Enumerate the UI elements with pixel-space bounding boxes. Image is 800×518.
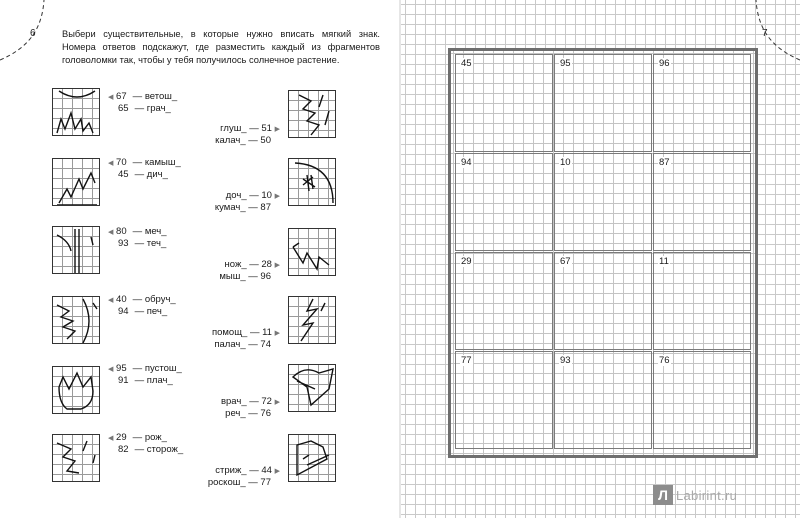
answer-word: кумач_ bbox=[214, 202, 246, 213]
board-cell: 93 bbox=[554, 351, 652, 449]
answer-word: доч_ bbox=[225, 190, 247, 201]
answer-number: 11 bbox=[262, 327, 272, 338]
answer-word: ветош_ bbox=[144, 91, 178, 102]
answer-number: 76 bbox=[260, 408, 271, 419]
board-cell: 76 bbox=[653, 351, 751, 449]
puzzle-fragment bbox=[288, 296, 336, 344]
answer-word: калач_ bbox=[215, 135, 246, 146]
answer-number: 44 bbox=[261, 465, 272, 476]
answer-number: 70 bbox=[116, 157, 127, 168]
answer-word: меч_ bbox=[144, 226, 167, 237]
answer-number: 50 bbox=[260, 135, 271, 146]
answer-word: стриж_ bbox=[215, 465, 247, 476]
answer-word: пустош_ bbox=[144, 363, 182, 374]
answer-number: 65 bbox=[118, 103, 129, 114]
board-cell: 94 bbox=[455, 153, 553, 251]
answer-number: 40 bbox=[116, 294, 127, 305]
answer-number: 67 bbox=[116, 91, 127, 102]
answer-word: обруч_ bbox=[144, 294, 176, 305]
answer-number: 10 bbox=[261, 190, 272, 201]
answer-word: камыш_ bbox=[144, 157, 181, 168]
board-cell: 67 bbox=[554, 252, 652, 350]
answer-number: 45 bbox=[118, 169, 129, 180]
left-page: 6 Выбери существительные, в которые нужно вписать мягкий знак. Номера ответов подскажут, где разместить каждый из фрагментов головоломки так, чтобы у тебя получилось солнечное растение. ◀ 67 — ветош_ 65 — грач_ глуш_ — 51 ▶ калач_ — 50 ◀ 70 — камыш_ 45 — дич_ доч_ — 10 ▶ кумач_ — 87 ◀ 80 — меч_ 93 — теч_ нож_ — 28 ▶ мыш_ — 96 ◀ 40 — обруч_ 94 — печ_ помощ_ — 11 ▶ палач_ — 74 ◀ 95 — пустош_ 91 — плач_ врач_ — 72 ▶ реч_ — 76 ◀ 29 — рож_ 82 — сторож_ стриж_ — 44 ▶ роскош_ — 77 bbox=[0, 0, 400, 518]
board-cell: 29 bbox=[455, 252, 553, 350]
puzzle-fragment bbox=[288, 228, 336, 276]
answer-word: дич_ bbox=[146, 169, 168, 180]
answer-number: 95 bbox=[116, 363, 127, 374]
answer-word: теч_ bbox=[146, 238, 167, 249]
answer-word: рож_ bbox=[144, 432, 167, 443]
answer-number: 91 bbox=[118, 375, 129, 386]
board-cell: 95 bbox=[554, 54, 652, 152]
puzzle-fragment bbox=[52, 434, 100, 482]
puzzle-fragment bbox=[52, 226, 100, 274]
puzzle-fragment bbox=[288, 90, 336, 138]
answer-word: врач_ bbox=[220, 396, 247, 407]
answer-number: 77 bbox=[260, 477, 271, 488]
answer-number: 93 bbox=[118, 238, 129, 249]
answer-number: 29 bbox=[116, 432, 127, 443]
labirint-logo: Л bbox=[653, 485, 673, 505]
page-number-left: 6 bbox=[30, 28, 36, 39]
answer-word: печ_ bbox=[146, 306, 168, 317]
answer-word: глуш_ bbox=[220, 123, 247, 134]
puzzle-fragment bbox=[288, 434, 336, 482]
answer-number: 94 bbox=[118, 306, 129, 317]
board-cell: 10 bbox=[554, 153, 652, 251]
board-cell: 77 bbox=[455, 351, 553, 449]
puzzle-fragment bbox=[52, 88, 100, 136]
board-cell: 11 bbox=[653, 252, 751, 350]
answer-number: 96 bbox=[260, 271, 271, 282]
answer-word: нож_ bbox=[224, 259, 247, 270]
answer-number: 51 bbox=[261, 123, 272, 134]
board-cell: 87 bbox=[653, 153, 751, 251]
answer-word: сторож_ bbox=[146, 444, 184, 455]
answer-word: мыш_ bbox=[219, 271, 246, 282]
answer-word: помощ_ bbox=[211, 327, 248, 338]
answer-number: 82 bbox=[118, 444, 129, 455]
answer-number: 80 bbox=[116, 226, 127, 237]
watermark-text: Labirint.ru bbox=[676, 488, 738, 503]
board-cell: 45 bbox=[455, 54, 553, 152]
answer-word: плач_ bbox=[146, 375, 173, 386]
answer-word: роскош_ bbox=[207, 477, 246, 488]
answer-number: 87 bbox=[260, 202, 271, 213]
answer-word: грач_ bbox=[146, 103, 171, 114]
page-number-right: 7 bbox=[762, 28, 768, 39]
answer-word: палач_ bbox=[214, 339, 246, 350]
answer-number: 28 bbox=[261, 259, 272, 270]
answer-number: 74 bbox=[260, 339, 271, 350]
book-spine bbox=[399, 0, 401, 518]
task-instructions: Выбери существительные, в которые нужно вписать мягкий знак. Номера ответов подскажут, где разместить каждый из фрагментов головоломки так, чтобы у тебя получилось солнечное растение. bbox=[62, 29, 380, 65]
puzzle-fragment bbox=[288, 364, 336, 412]
answer-word: реч_ bbox=[225, 408, 246, 419]
answer-number: 72 bbox=[261, 396, 272, 407]
puzzle-fragment bbox=[52, 366, 100, 414]
answer-board bbox=[448, 48, 758, 458]
puzzle-fragment bbox=[52, 296, 100, 344]
puzzle-fragment bbox=[288, 158, 336, 206]
puzzle-fragment bbox=[52, 158, 100, 206]
board-cell: 96 bbox=[653, 54, 751, 152]
